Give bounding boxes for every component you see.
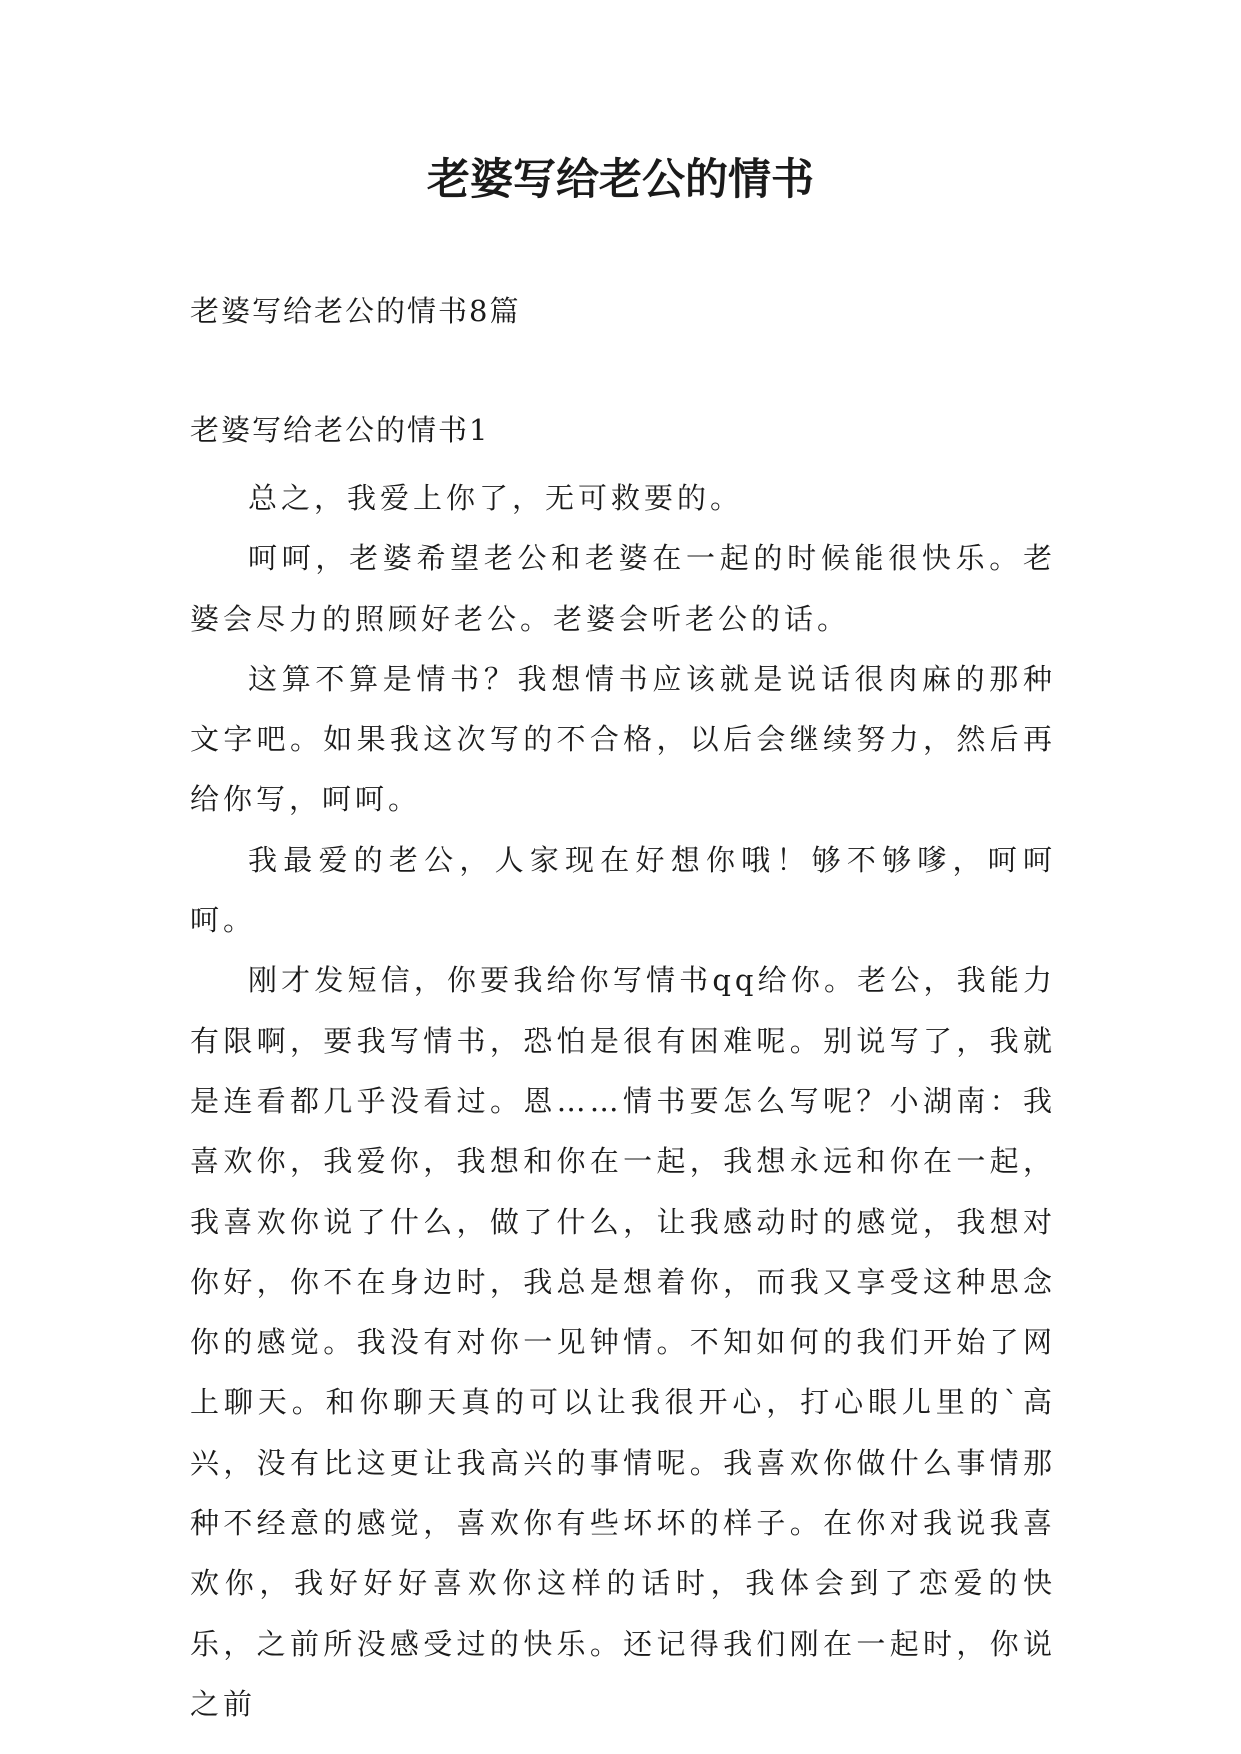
paragraph: 呵呵，老婆希望老公和老婆在一起的时候能很快乐。老婆会尽力的照顾好老公。老婆会听老公的话。 — [190, 541, 1056, 636]
paragraph: 刚才发短信，你要我给你写情书qq给你。老公，我能力有限啊，要我写情书，恐怕是很有困难呢。别说写了，我就是连看都几乎没看过。恩……情书要怎么写呢？小湖南：我喜欢你，我爱你，我想和你在一起，我想永远和你在一起，我喜欢你说了什么，做了什么，让我感动时的感觉，我想对你好，你不在身边时，我总是想着你，而我又享受这种思念你的感觉。我没有对你一见钟情。不知如何的我们开始了网上聊天。和你聊天真的可以让我很开心，打心眼儿里的`高兴，没有比这更让我高兴的事情呢。我喜欢你做什么事情那种不经意的感觉，喜欢你有些坏坏的样子。在你对我说我喜欢你，我好好好喜欢你这样的话时，我体会到了恋爱的快乐，之前所没感受过的快乐。还记得我们刚在一起时，你说之前 — [190, 963, 1056, 1721]
paragraph: 这算不算是情书？我想情书应该就是说话很肉麻的那种文字吧。如果我这次写的不合格，以后会继续努力，然后再给你写，呵呵。 — [190, 661, 1056, 817]
section-heading: 老婆写给老公的情书1 — [190, 413, 490, 447]
paragraph: 总之，我爱上你了，无可救要的。 — [248, 481, 744, 515]
paragraph: 我最爱的老公，人家现在好想你哦！够不够嗲，呵呵呵。 — [190, 842, 1056, 938]
letter-body — [190, 468, 1056, 1734]
document-subtitle: 老婆写给老公的情书8篇 — [190, 294, 521, 328]
document-title: 老婆写给老公的情书 — [427, 155, 814, 205]
